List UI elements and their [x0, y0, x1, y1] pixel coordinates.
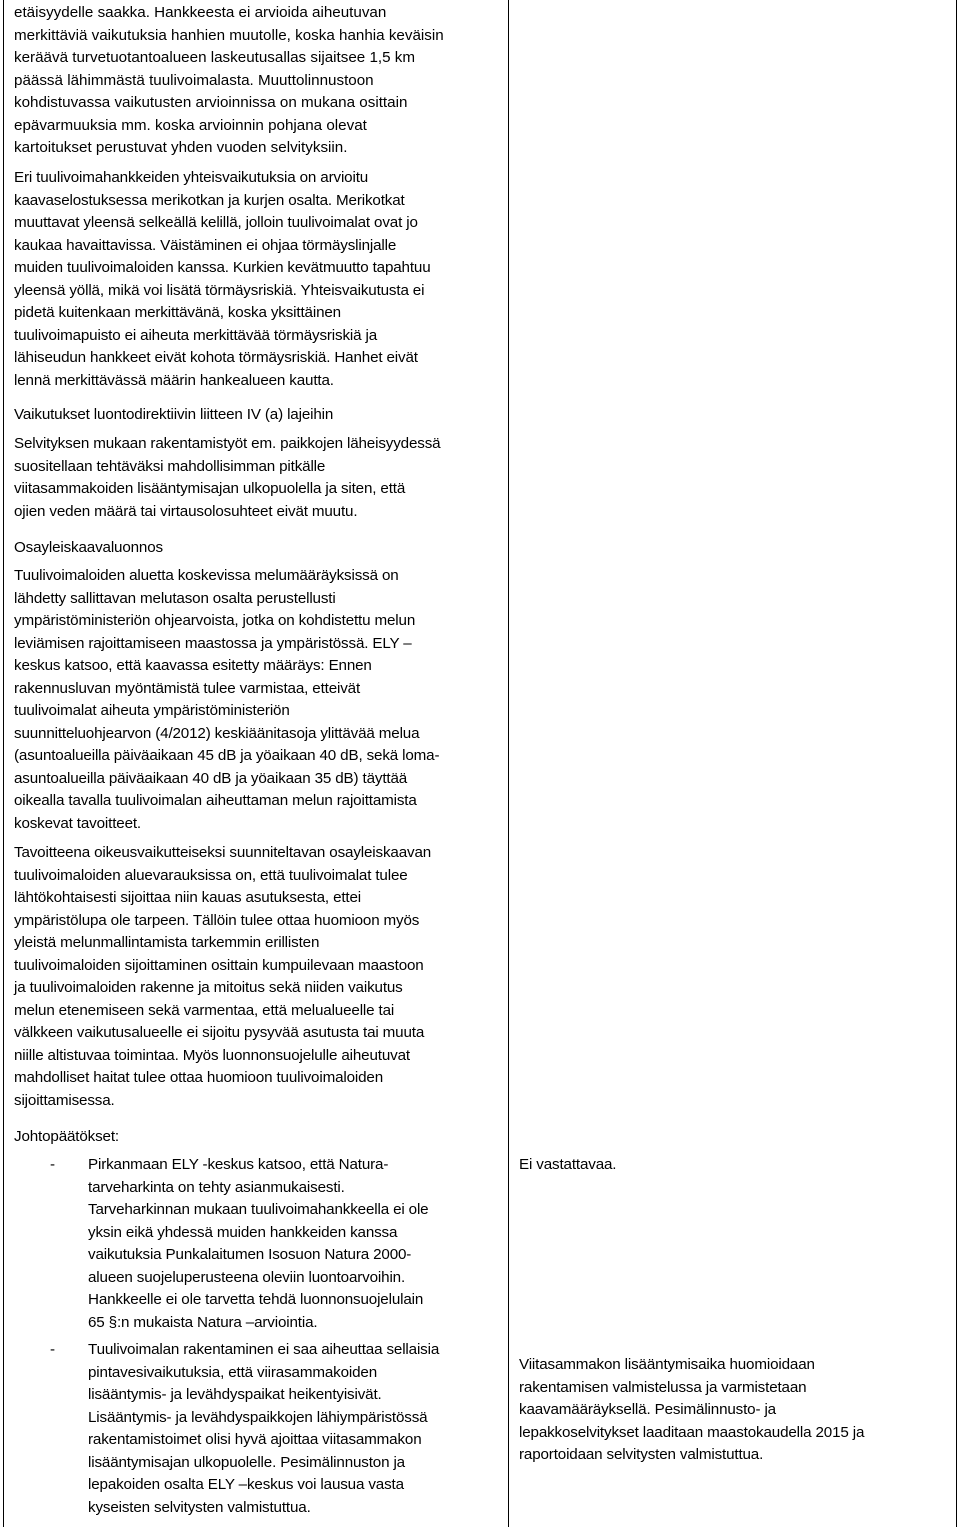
- table-border-middle: [508, 0, 509, 1527]
- p1-line: epävarmuuksia mm. koska arvioinnin pohjana olevat: [14, 116, 367, 134]
- p4-line: koskevat tavoitteet.: [14, 814, 142, 832]
- bullet-dash: -: [50, 1156, 55, 1173]
- bullet1-line: Pirkanmaan ELY -keskus katsoo, että Natura-: [88, 1156, 389, 1173]
- p1-line: merkittäviä vaikutuksia hanhien muutolle, koska hanhia keväisin: [14, 26, 444, 44]
- p1-line: kohdistuvassa vaikutusten arvioinnissa on mukana osittain: [14, 94, 408, 111]
- heading-plan: Osayleiskaavaluonnos: [14, 539, 163, 556]
- p2-line: muiden tuulivoimaloiden kanssa. Kurkien kevätmuutto tapahtuu: [14, 259, 431, 276]
- p4-line: lähdetty sallittavan melutason osalta perustellusti: [14, 589, 336, 607]
- p4-line: (asuntoalueilla päiväaikaan 45 dB ja yöaikaan 40 dB, sekä loma-: [14, 747, 440, 764]
- bullet2-line: lisääntymis- ja levähdyspaikat heikentyisivät.: [88, 1386, 382, 1403]
- p2-line: Eri tuulivoimahankkeiden yhteisvaikutuksia on arvioitu: [14, 169, 369, 186]
- p4-line: rakennusluvan myöntämistä tulee varmistaa, etteivät: [14, 679, 361, 697]
- p2-line: lähiseudun hankkeet eivät kohota törmäysriskiä. Hanhet eivät: [14, 349, 418, 366]
- p3-line: suositellaan tehtäväksi mahdollisimman pitkälle: [14, 457, 326, 475]
- p2-line: tuulivoimapuisto ei aiheuta merkittävää törmäysriskiä ja: [14, 326, 378, 344]
- p5-line: lähtökohtaisesti sijoittaa niin kauas asutuksesta, ettei: [14, 889, 362, 906]
- p5-line: sijoittamisessa.: [14, 1091, 115, 1109]
- p5-line: Tavoitteena oikeusvaikutteiseksi suunniteltavan osayleiskaavan: [14, 844, 432, 861]
- bullet-dash: -: [50, 1341, 55, 1358]
- p3-line: Selvityksen mukaan rakentamistyöt em. paikkojen läheisyydessä: [14, 435, 441, 452]
- bullet2-line: pintavesivaikutuksia, että viirasammakoiden: [88, 1363, 378, 1381]
- r2-line: rakentamisen valmistelussa ja varmistetaan: [519, 1378, 807, 1396]
- bullet1-line: tarveharkinta on tehty asianmukaisesti.: [88, 1178, 345, 1196]
- p1-line: päässä lähimmästä tuulivoimalasta. Muuttolinnustoon: [14, 71, 374, 89]
- p2-line: pidetä kuitenkaan merkittävänä, koska yksittäinen: [14, 304, 341, 321]
- bullet2-line: lepakoiden osalta ELY –keskus voi lausua vasta: [88, 1476, 404, 1493]
- p2-line: yleensä yöllä, mikä voi lisätä törmäysriskiä. Yhteisvaikutusta ei: [14, 281, 425, 299]
- p4-line: leviämisen rajoittamiseen maastossa ja ympäristössä. ELY –: [14, 634, 412, 652]
- p4-line: Tuulivoimaloiden aluetta koskevissa melumääräyksissä on: [14, 567, 399, 584]
- r2-line: lepakkoselvitykset laaditaan maastokaudella 2015 ja: [519, 1423, 865, 1441]
- heading-annex: Vaikutukset luontodirektiivin liitteen IV (a) lajeihin: [14, 406, 334, 423]
- p2-line: kaavaselostuksessa merikotkan ja kurjen osalta. Merikotkat: [14, 191, 405, 209]
- p5-line: välkkeen vaikutusalueelle ei sijoitu pysyvää asutusta tai muuta: [14, 1024, 425, 1041]
- p5-line: tuulivoimaloiden sijoittaminen osittain kumpuilevaan maastoon: [14, 956, 424, 974]
- bullet2-line: Tuulivoimalan rakentaminen ei saa aiheuttaa sellaisia: [88, 1341, 440, 1358]
- p4-line: suunnitteluohjearvon (4/2012) keskiäänitasoja ylittävää melua: [14, 724, 420, 742]
- p2-line: kaukaa havaittavissa. Väistäminen ei ohjaa törmäyslinjalle: [14, 236, 397, 254]
- p5-line: ja tuulivoimaloiden rakenne ja mitoitus sekä niiden vaikutus: [14, 979, 403, 996]
- bullet1-line: yksin eikä yhdessä muiden hankkeiden kanssa: [88, 1223, 398, 1241]
- bullet1-line: Tarveharkinnan mukaan tuulivoimahankkeella ei ole: [88, 1201, 429, 1218]
- r2-line: Viitasammakon lisääntymisaika huomioidaan: [519, 1356, 815, 1373]
- p2-line: muuttavat yleensä selkeällä kelillä, jolloin tuulivoimalat ovat jo: [14, 214, 418, 231]
- p5-line: yleistä melunmallintamista tarkemmin erillisten: [14, 934, 320, 951]
- p5-line: melun etenemiseen sekä varmentaa, että melualueelle tai: [14, 1001, 395, 1019]
- p5-line: niille altistuvaa toimintaa. Myös luonnonsuojelulle aiheutuvat: [14, 1046, 410, 1064]
- p1-line: keräävä turvetuotantoalueen laskeutusallas sijaitsee 1,5 km: [14, 49, 416, 66]
- p4-line: asuntoalueilla päiväaikaan 40 dB ja yöaikaan 35 dB) täyttää: [14, 769, 408, 787]
- table-border-right: [956, 0, 957, 1527]
- p3-line: viitasammakoiden lisääntymisajan ulkopuolella ja siten, että: [14, 480, 406, 497]
- heading-conclusions: Johtopäätökset:: [14, 1128, 119, 1145]
- p4-line: oikealla tavalla tuulivoimalan aiheuttaman melun rajoittamista: [14, 792, 417, 809]
- p4-line: tuulivoimalat aiheuta ympäristöministeriön: [14, 702, 290, 719]
- p5-line: ympäristölupa ole tarpeen. Tällöin tulee ottaa huomioon myös: [14, 911, 420, 929]
- p4-line: ympäristöministeriön ohjearvoista, jotka on kohdistettu melun: [14, 612, 416, 629]
- r1-line: Ei vastattavaa.: [519, 1156, 617, 1173]
- p2-line: lennä merkittävässä määrin hankealueen kautta.: [14, 371, 334, 389]
- r2-line: kaavamääräyksellä. Pesimälinnusto- ja: [519, 1401, 776, 1418]
- table-border-left: [3, 0, 4, 1527]
- bullet1-line: vaikutuksia Punkalaitumen Isosuon Natura 2000-: [88, 1246, 412, 1263]
- p5-line: mahdolliset haitat tulee ottaa huomioon tuulivoimaloiden: [14, 1069, 383, 1086]
- r2-line: raportoidaan selvitysten valmistuttua.: [519, 1446, 764, 1463]
- bullet2-line: kyseisten selvitysten valmistuttua.: [88, 1498, 311, 1516]
- bullet2-line: lisääntymisajan ulkopuolelle. Pesimälinnuston ja: [88, 1453, 405, 1471]
- bullet2-line: rakentamistoimet olisi hyvä ajoittaa viitasammakon: [88, 1431, 422, 1448]
- p1-line: etäisyydelle saakka. Hankkeesta ei arvioida aiheutuvan: [14, 4, 387, 21]
- bullet1-line: 65 §:n mukaista Natura –arviointia.: [88, 1313, 318, 1331]
- p1-line: kartoitukset perustuvat yhden vuoden selvityksiin.: [14, 139, 348, 156]
- p4-line: keskus katsoo, että kaavassa esitetty määräys: Ennen: [14, 657, 372, 674]
- p5-line: tuulivoimaloiden aluevarauksissa on, että tuulivoimalat tulee: [14, 866, 408, 884]
- p3-line: ojien veden määrä tai virtausolosuhteet eivät muutu.: [14, 502, 358, 520]
- bullet2-line: Lisääntymis- ja levähdyspaikkojen lähiympäristössä: [88, 1408, 428, 1426]
- bullet1-line: alueen suojeluperusteena oleviin luontoarvoihin.: [88, 1268, 406, 1286]
- bullet1-line: Hankkeelle ei ole tarvetta tehdä luonnonsuojelulain: [88, 1291, 424, 1308]
